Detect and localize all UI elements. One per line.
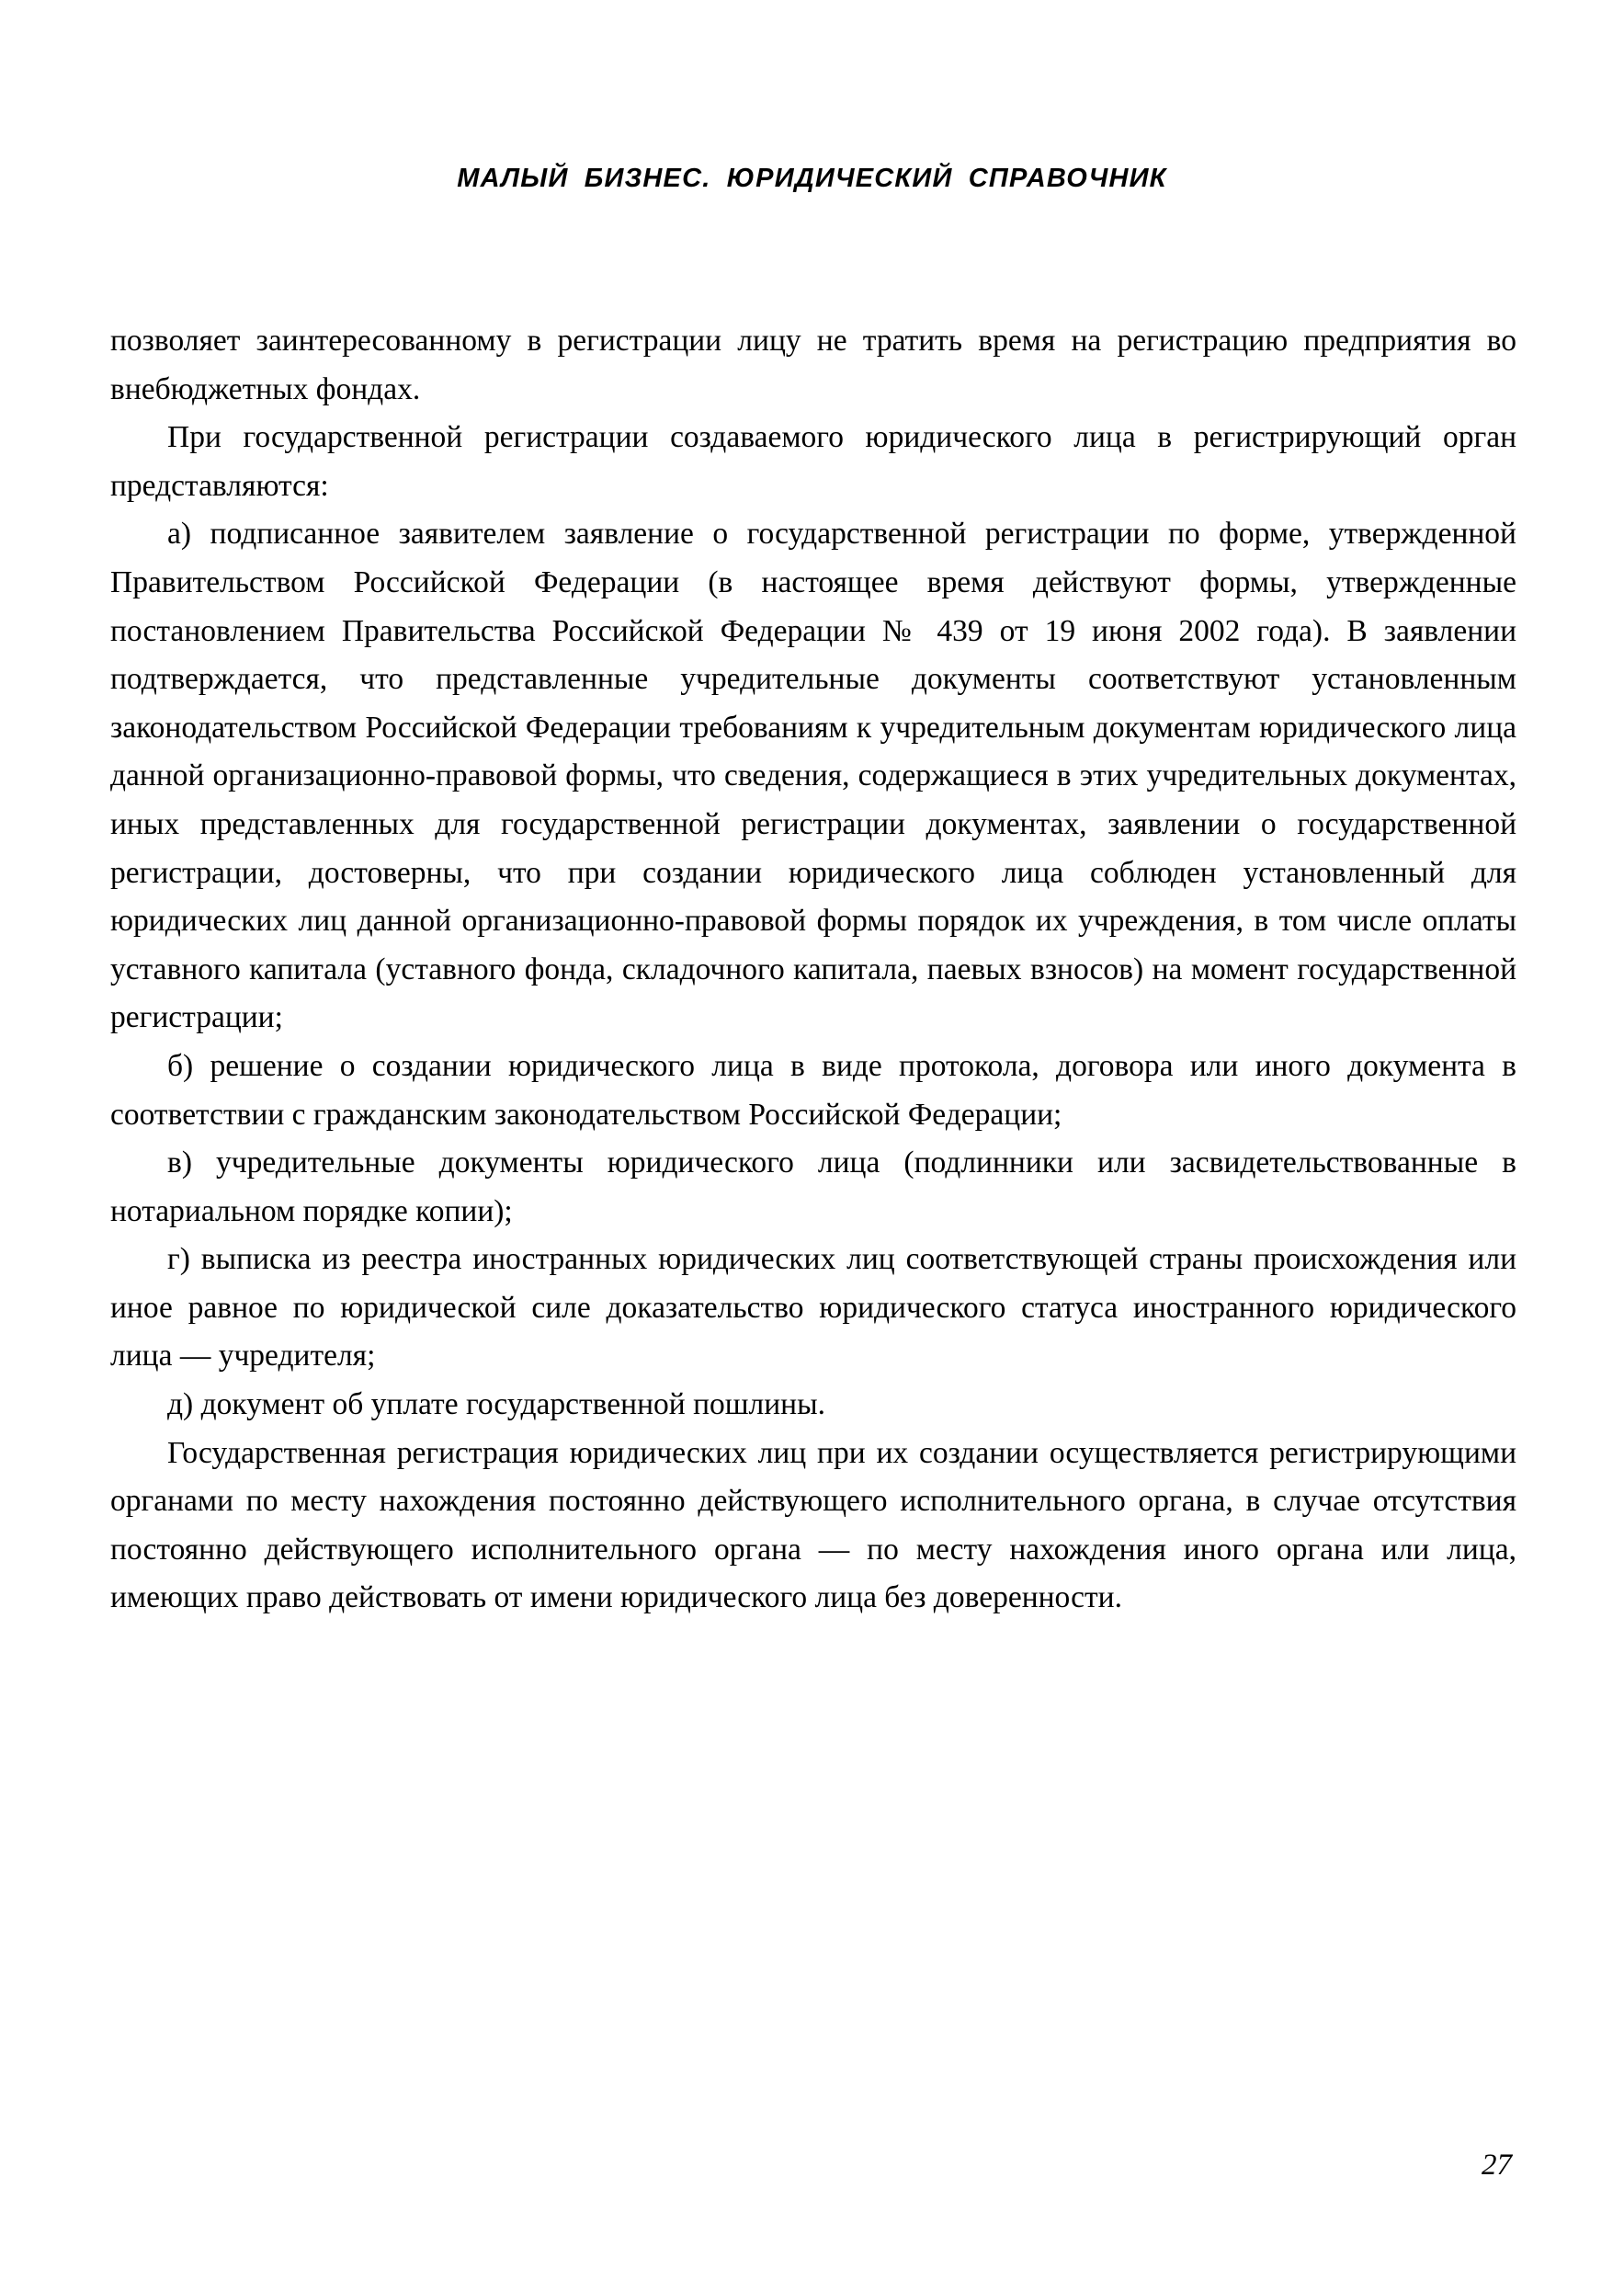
page-number: 27 xyxy=(1482,2149,1512,2182)
paragraph: позволяет заинтересованному в регистрации лицу не тратить время на регистрацию предприятия во внебюджетных фондах. xyxy=(110,324,1516,406)
page-body xyxy=(110,317,1516,1623)
paragraph: Государственная регистрация юридических лиц при их создании осуществляется регистрирующими органами по месту нахождения постоянно действующего исполнительного органа, в случае отсутствия постоянно действующего исполнительного органа — по месту нахождения иного органа или лица, имеющих право действовать от имени юридического лица без доверенности. xyxy=(110,1435,1516,1615)
paragraph: а) подписанное заявителем заявление о государственной регистрации по форме, утвержденной Правительством Российской Федерации (в настоящее время действуют формы, утвержденные постановлением Правительства Российской Федерации № 439 от 19 июня 2002 года). В заявлении подтверждается, что представленные учредительные документы соответствуют установленным законодательством Российской Федерации требованиям к учредительным документам юридического лица данной организационно-правовой формы, что сведения, содержащиеся в этих учредительных документах, иных представленных для государственной регистрации документах, заявлении о государственной регистрации, достоверны, что при создании юридического лица соблюден установленный для юридических лиц данной организационно-правовой формы порядок их учреждения, в том числе оплаты уставного капитала (уставного фонда, складочного капитала, паевых взносов) на момент государственной регистрации; xyxy=(110,517,1516,1035)
paragraph: г) выписка из реестра иностранных юридических лиц соответствующей страны происхождения или иное равное по юридической силе доказательство юридического статуса иностранного юридического лица — учредителя; xyxy=(110,1242,1516,1373)
paragraph: При государственной регистрации создаваемого юридического лица в регистрирующий орган представляются: xyxy=(110,420,1516,503)
paragraph: б) решение о создании юридического лица в виде протокола, договора или иного документа в соответствии с гражданским законодательством Российской Федерации; xyxy=(110,1048,1516,1132)
paragraph: д) документ об уплате государственной пошлины. xyxy=(167,1387,825,1422)
running-head: МАЛЫЙ БИЗНЕС. ЮРИДИЧЕСКИЙ СПРАВОЧНИК xyxy=(457,164,1167,193)
paragraph: в) учредительные документы юридического лица (подлинники или засвидетельствованные в нотариальном порядке копии); xyxy=(110,1146,1516,1228)
